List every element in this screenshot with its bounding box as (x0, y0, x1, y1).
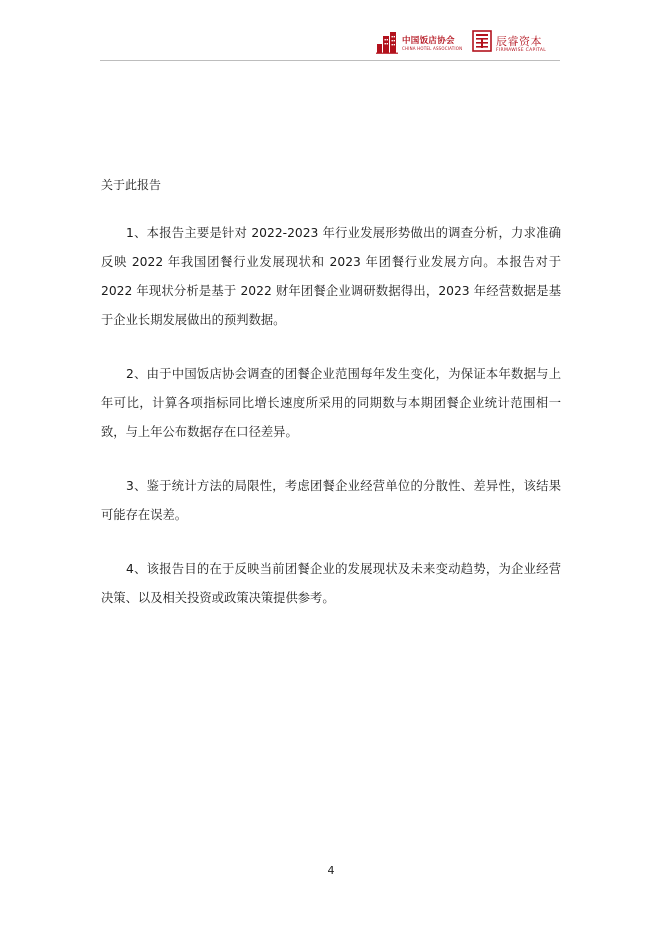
cha-logo-english: CHINA HOTEL ASSOCIATION (402, 46, 463, 51)
paragraph-3: 3、鉴于统计方法的局限性，考虑团餐企业经营单位的分散性、差异性，该结果可能存在误差。 (101, 479, 561, 522)
paragraph-4: 4、该报告目的在于反映当前团餐企业的发展现状及未来变动趋势，为企业经营决策、以及相关投资或政策决策提供参考。 (101, 562, 561, 605)
fw-logo-chinese: 辰睿资本 (496, 35, 542, 48)
paragraph-2: 2、由于中国饭店协会调查的团餐企业范围每年发生变化，为保证本年数据与上年可比，计算各项指标同比增长速度所采用的同期数与本期团餐企业统计范围相一致，与上年公布数据存在口径差异。 (101, 367, 561, 439)
seal-logo-icon (472, 30, 492, 52)
section-title: 关于此报告 (101, 178, 162, 192)
page-number: 4 (327, 864, 335, 877)
fw-logo-english: FIRMAWISE CAPITAL (496, 48, 547, 53)
header-divider (100, 60, 560, 61)
building-logo-icon (376, 30, 400, 54)
china-hotel-association-logo (376, 28, 486, 56)
cha-logo-chinese: 中国饭店协会 (402, 36, 455, 46)
page-header (100, 24, 560, 60)
paragraph-1: 1、本报告主要是针对 2022-2023 年行业发展形势做出的调查分析，力求准确反映 2022 年我国团餐行业发展现状和 2023 年团餐行业发展方向。本报告对于 2022 年现状分析是基于 2022 财年团餐企业调研数据得出，2023 年经营数据是基于企业长期发展做出的预判数据。 (101, 226, 561, 327)
firmawise-capital-logo (472, 30, 562, 58)
report-content (101, 176, 561, 613)
